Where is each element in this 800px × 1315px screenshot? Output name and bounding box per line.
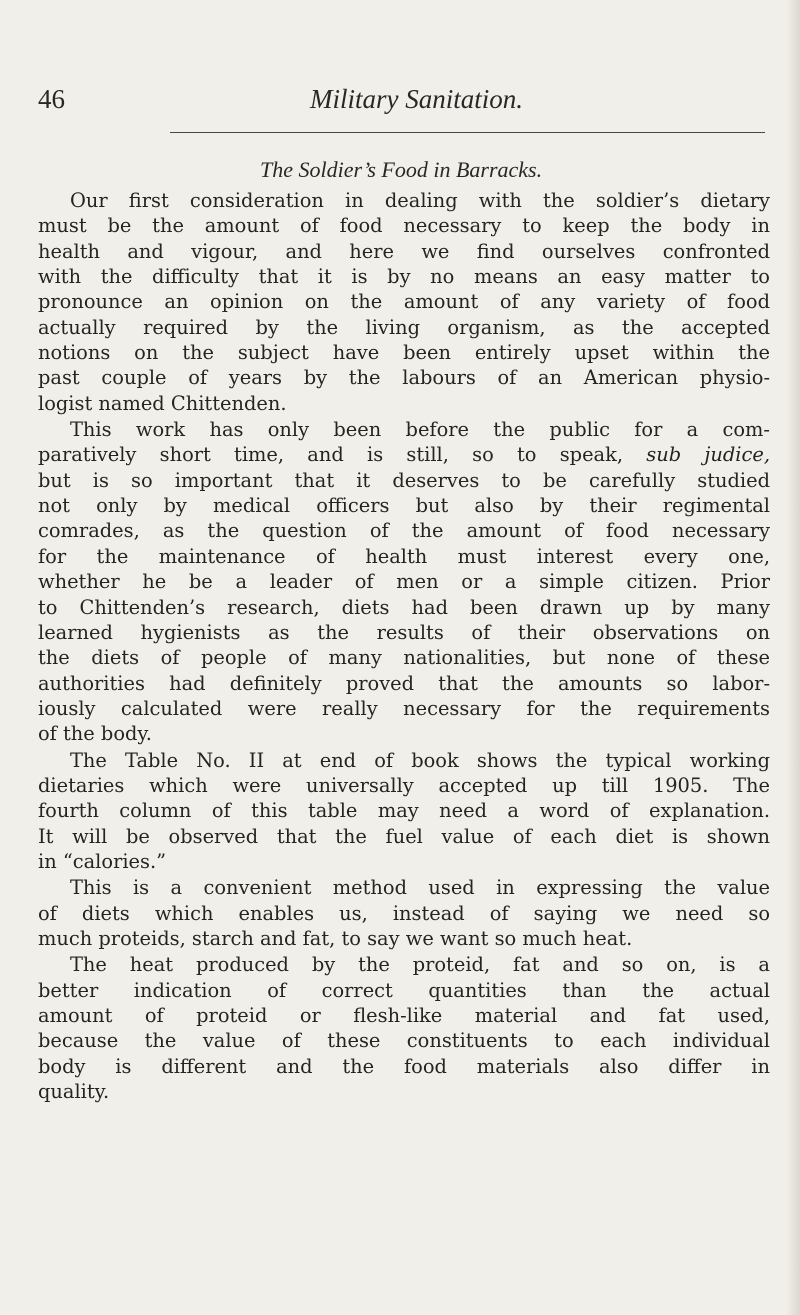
text-line: of diets which enables us, instead of saying we need so — [38, 901, 770, 925]
paragraph — [38, 875, 770, 951]
text-line: for the maintenance of health must interest every one, — [38, 544, 770, 568]
text-line: dietaries which were universally accepted up till 1905. The — [38, 773, 770, 797]
text-line: actually required by the living organism, as the accepted — [38, 315, 770, 339]
text-line: to Chittenden’s research, diets had been drawn up by many — [38, 595, 770, 619]
paragraph — [38, 417, 770, 746]
text-line: because the value of these constituents to each individual — [38, 1029, 770, 1053]
text-line: Our first consideration in dealing with the soldier’s dietary — [70, 189, 770, 212]
text-line: It will be observed that the fuel value of each diet is shown — [38, 824, 770, 848]
text-line: This is a convenient method used in expressing the value — [70, 876, 770, 900]
text-line: pronounce an opinion on the amount of any variety of food — [38, 290, 770, 314]
text-line: learned hygienists as the results of their observations on — [38, 620, 770, 644]
page-number: 46 — [38, 84, 65, 114]
running-head: Military Sanitation. — [310, 84, 523, 114]
text-line: not only by medical officers but also by their regimental — [38, 494, 770, 518]
text-line: with the difficulty that it is by no means an easy matter to — [38, 265, 770, 289]
text-line: This work has only been before the public for a com- — [70, 418, 770, 442]
paragraph — [38, 748, 770, 875]
page-header — [38, 84, 768, 124]
page-edge-shadow — [786, 0, 800, 1315]
text-line: the diets of people of many nationalities, but none of these — [38, 646, 770, 670]
paragraph — [38, 188, 770, 416]
text-line: The Table No. II at end of book shows the typical working — [70, 748, 770, 772]
text-line: iously calculated were really necessary for the requirements — [38, 696, 770, 720]
text-line: The heat produced by the proteid, fat and so on, is a — [70, 953, 770, 977]
section-title: The Soldier’s Food in Barracks. — [260, 157, 543, 182]
text-line: comrades, as the question of the amount of food necessary — [38, 519, 770, 543]
text-line: logist named Chittenden. — [38, 391, 287, 415]
text-line: of the body. — [38, 722, 152, 746]
text-line: better indication of correct quantities than the actual — [38, 978, 770, 1002]
body-text — [38, 188, 770, 1104]
text-line: much proteids, starch and fat, to say we want so much heat. — [38, 926, 633, 950]
text-line: but is so important that it deserves to be carefully studied — [38, 468, 770, 492]
text-line: health and vigour, and here we find ourselves confronted — [38, 239, 770, 263]
text-line: notions on the subject have been entirely upset within the — [38, 341, 770, 365]
text-line: fourth column of this table may need a word of explanation. — [38, 799, 770, 823]
italic-phrase: sub judice, — [646, 443, 770, 467]
text-line: quality. — [38, 1080, 110, 1104]
paragraph — [38, 952, 770, 1104]
text-line: body is different and the food materials also differ in — [38, 1054, 770, 1078]
text-line: must be the amount of food necessary to keep the body in — [38, 214, 770, 238]
text-segment: paratively short time, and is still, so to speak, — [38, 443, 624, 467]
header-rule — [170, 132, 765, 133]
text-line: whether he be a leader of men or a simple citizen. Prior — [38, 570, 770, 594]
text-line: past couple of years by the labours of an American physio- — [38, 366, 770, 390]
text-line: in “calories.” — [38, 849, 167, 873]
text-line: amount of proteid or flesh-like material and fat used, — [38, 1004, 770, 1027]
text-line — [38, 442, 770, 467]
text-line: authorities had definitely proved that the amounts so labor- — [38, 671, 770, 695]
